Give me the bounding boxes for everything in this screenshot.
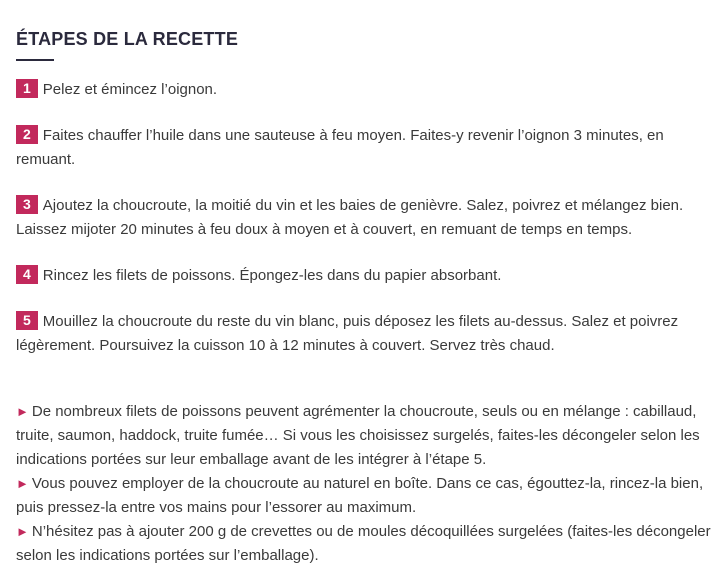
step-text: Ajoutez la choucroute, la moitié du vin et les baies de genièvre. Salez, poivrez et mélangez bien. Laissez mijoter 20 minutes à feu doux à moyen et à couvert, en remuant de temps en temps.: [16, 197, 684, 238]
step-3: [16, 194, 716, 242]
step-number-badge: 1: [16, 79, 38, 98]
step-number-badge: 5: [16, 311, 38, 330]
step-2: [16, 124, 716, 172]
tip-text: De nombreux filets de poissons peuvent agrémenter la choucroute, seuls ou en mélange : cabillaud, truite, saumon, haddock, truite fumée… Si vous les choisissez surgelés, faites-les décongeler selon les indications portées sur leur emballage avant de les intégrer à l’étape 5.: [16, 403, 700, 468]
tip-1: [16, 400, 716, 472]
play-arrow-icon: ►: [16, 524, 29, 539]
tip-2: [16, 472, 716, 520]
step-text: Pelez et émincez l’oignon.: [42, 81, 218, 98]
tip-text: N’hésitez pas à ajouter 200 g de crevettes ou de moules décoquillées surgelées (faites-les décongeler selon les indications portées sur l’emballage).: [16, 523, 711, 564]
recipe-steps-section: [16, 0, 716, 568]
step-4: [16, 264, 716, 288]
steps-list: [16, 78, 716, 358]
section-title: ÉTAPES DE LA RECETTE: [16, 29, 239, 49]
play-arrow-icon: ►: [16, 476, 29, 491]
step-text: Faites chauffer l’huile dans une sauteuse à feu moyen. Faites-y revenir l’oignon 3 minutes, en remuant.: [16, 127, 664, 168]
step-text: Rincez les filets de poissons. Épongez-les dans du papier absorbant.: [42, 267, 502, 284]
step-number-badge: 3: [16, 195, 38, 214]
play-arrow-icon: ►: [16, 404, 29, 419]
step-number-badge: 4: [16, 265, 38, 284]
step-1: [16, 78, 716, 102]
step-text: Mouillez la choucroute du reste du vin blanc, puis déposez les filets au-dessus. Salez et poivrez légèrement. Poursuivez la cuisson 10 à 12 minutes à couvert. Servez très chaud.: [16, 313, 679, 354]
step-number-badge: 2: [16, 125, 38, 144]
tip-3: [16, 520, 716, 568]
tips-list: [16, 400, 716, 568]
tip-text: Vous pouvez employer de la choucroute au naturel en boîte. Dans ce cas, égouttez-la, rincez-la bien, puis pressez-la entre vos mains pour l’essorer au maximum.: [16, 475, 704, 516]
title-underline: [16, 59, 54, 61]
step-5: [16, 310, 716, 358]
